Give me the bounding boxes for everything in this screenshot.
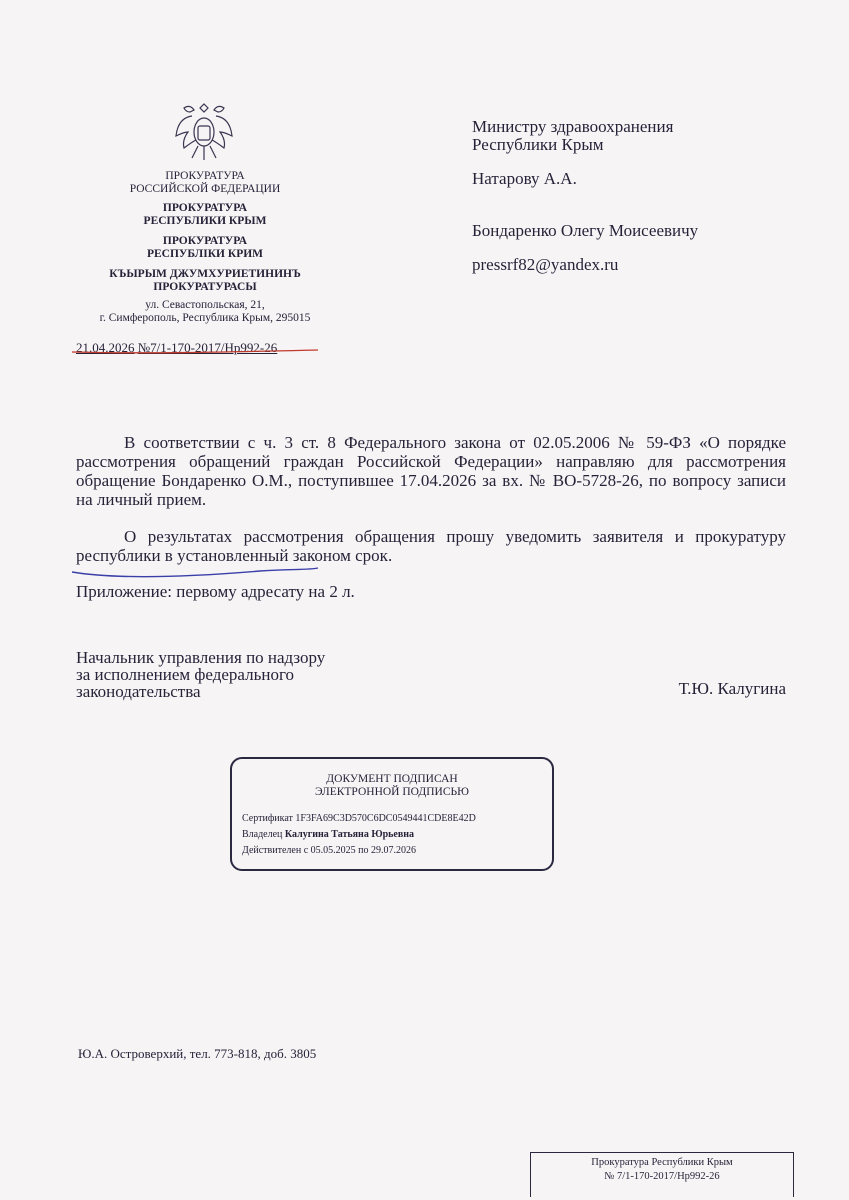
stamp-validity: Действителен с 05.05.2025 по 29.07.2026 [242, 845, 417, 856]
org-name-ua: ПРОКУРАТУРА РЕСПУБЛIКИ КРИМ [146, 235, 264, 260]
addressee-ministry: Министру здравоохранения Республики Крым [472, 117, 674, 154]
body-paragraph-2: О результатах рассмотрения обращения прошу уведомить заявителя и прокуратуру республики в установленный законом срок. [76, 527, 786, 565]
org-address: ул. Севастопольская, 21, г. Симферополь, Республика Крым, 295015 [99, 299, 311, 324]
addressee-applicant: Бондаренко Олегу Моисеевичу [472, 221, 699, 240]
executor-contact: Ю.А. Островерхий, тел. 773-818, доб. 3805 [78, 1046, 317, 1061]
body-paragraph-1: В соответствии с ч. 3 ст. 8 Федерального закона от 02.05.2006 № 59-ФЗ «О порядке рассмотрения обращений граждан Российской Федерации» направляю для рассмотрения обращение Бондаренко О.М., поступившее 17.04.2026 за вх. № ВО-5728-26, по вопросу записи на личный прием. [76, 433, 786, 509]
org-name-crimea: ПРОКУРАТУРА РЕСПУБЛИКИ КРЫМ [143, 202, 267, 227]
registration-org: Прокуратура Республики Крым [591, 1157, 733, 1168]
e-signature-stamp [230, 757, 554, 871]
addressee-minister: Натарову А.А. [472, 169, 577, 188]
stamp-owner: Владелец Калугина Татьяна Юрьевна [242, 829, 415, 840]
outgoing-date: 21.04.2026 [76, 340, 135, 355]
org-name-crh: КЪЫРЫМ ДЖУМХУРИЕТИНИНЪ ПРОКУРАТУРАСЫ [109, 268, 301, 293]
signer-position: Начальник управления по надзору за исполнением федерального законодательства [76, 648, 326, 701]
coat-of-arms-icon [172, 98, 236, 164]
outgoing-date-number [76, 340, 277, 356]
addressee-email: pressrf82@yandex.ru [472, 255, 619, 274]
signer-name: Т.Ю. Калугина [678, 679, 786, 698]
stamp-certificate: Сертификат 1F3FA69C3D570C6DC0549441CDE8E42D [242, 813, 476, 824]
registration-box [530, 1152, 794, 1197]
org-name-ru: ПРОКУРАТУРА РОССИЙСКОЙ ФЕДЕРАЦИИ [129, 170, 281, 195]
attachment-note: Приложение: первому адресату на 2 л. [76, 582, 355, 601]
registration-number: № 7/1-170-2017/Нр992-26 [604, 1171, 720, 1182]
outgoing-number: №7/1-170-2017/Нр992-26 [137, 340, 278, 355]
stamp-title: ДОКУМЕНТ ПОДПИСАН ЭЛЕКТРОННОЙ ПОДПИСЬЮ [315, 773, 469, 798]
pen-underline-prosecutor [72, 568, 318, 577]
